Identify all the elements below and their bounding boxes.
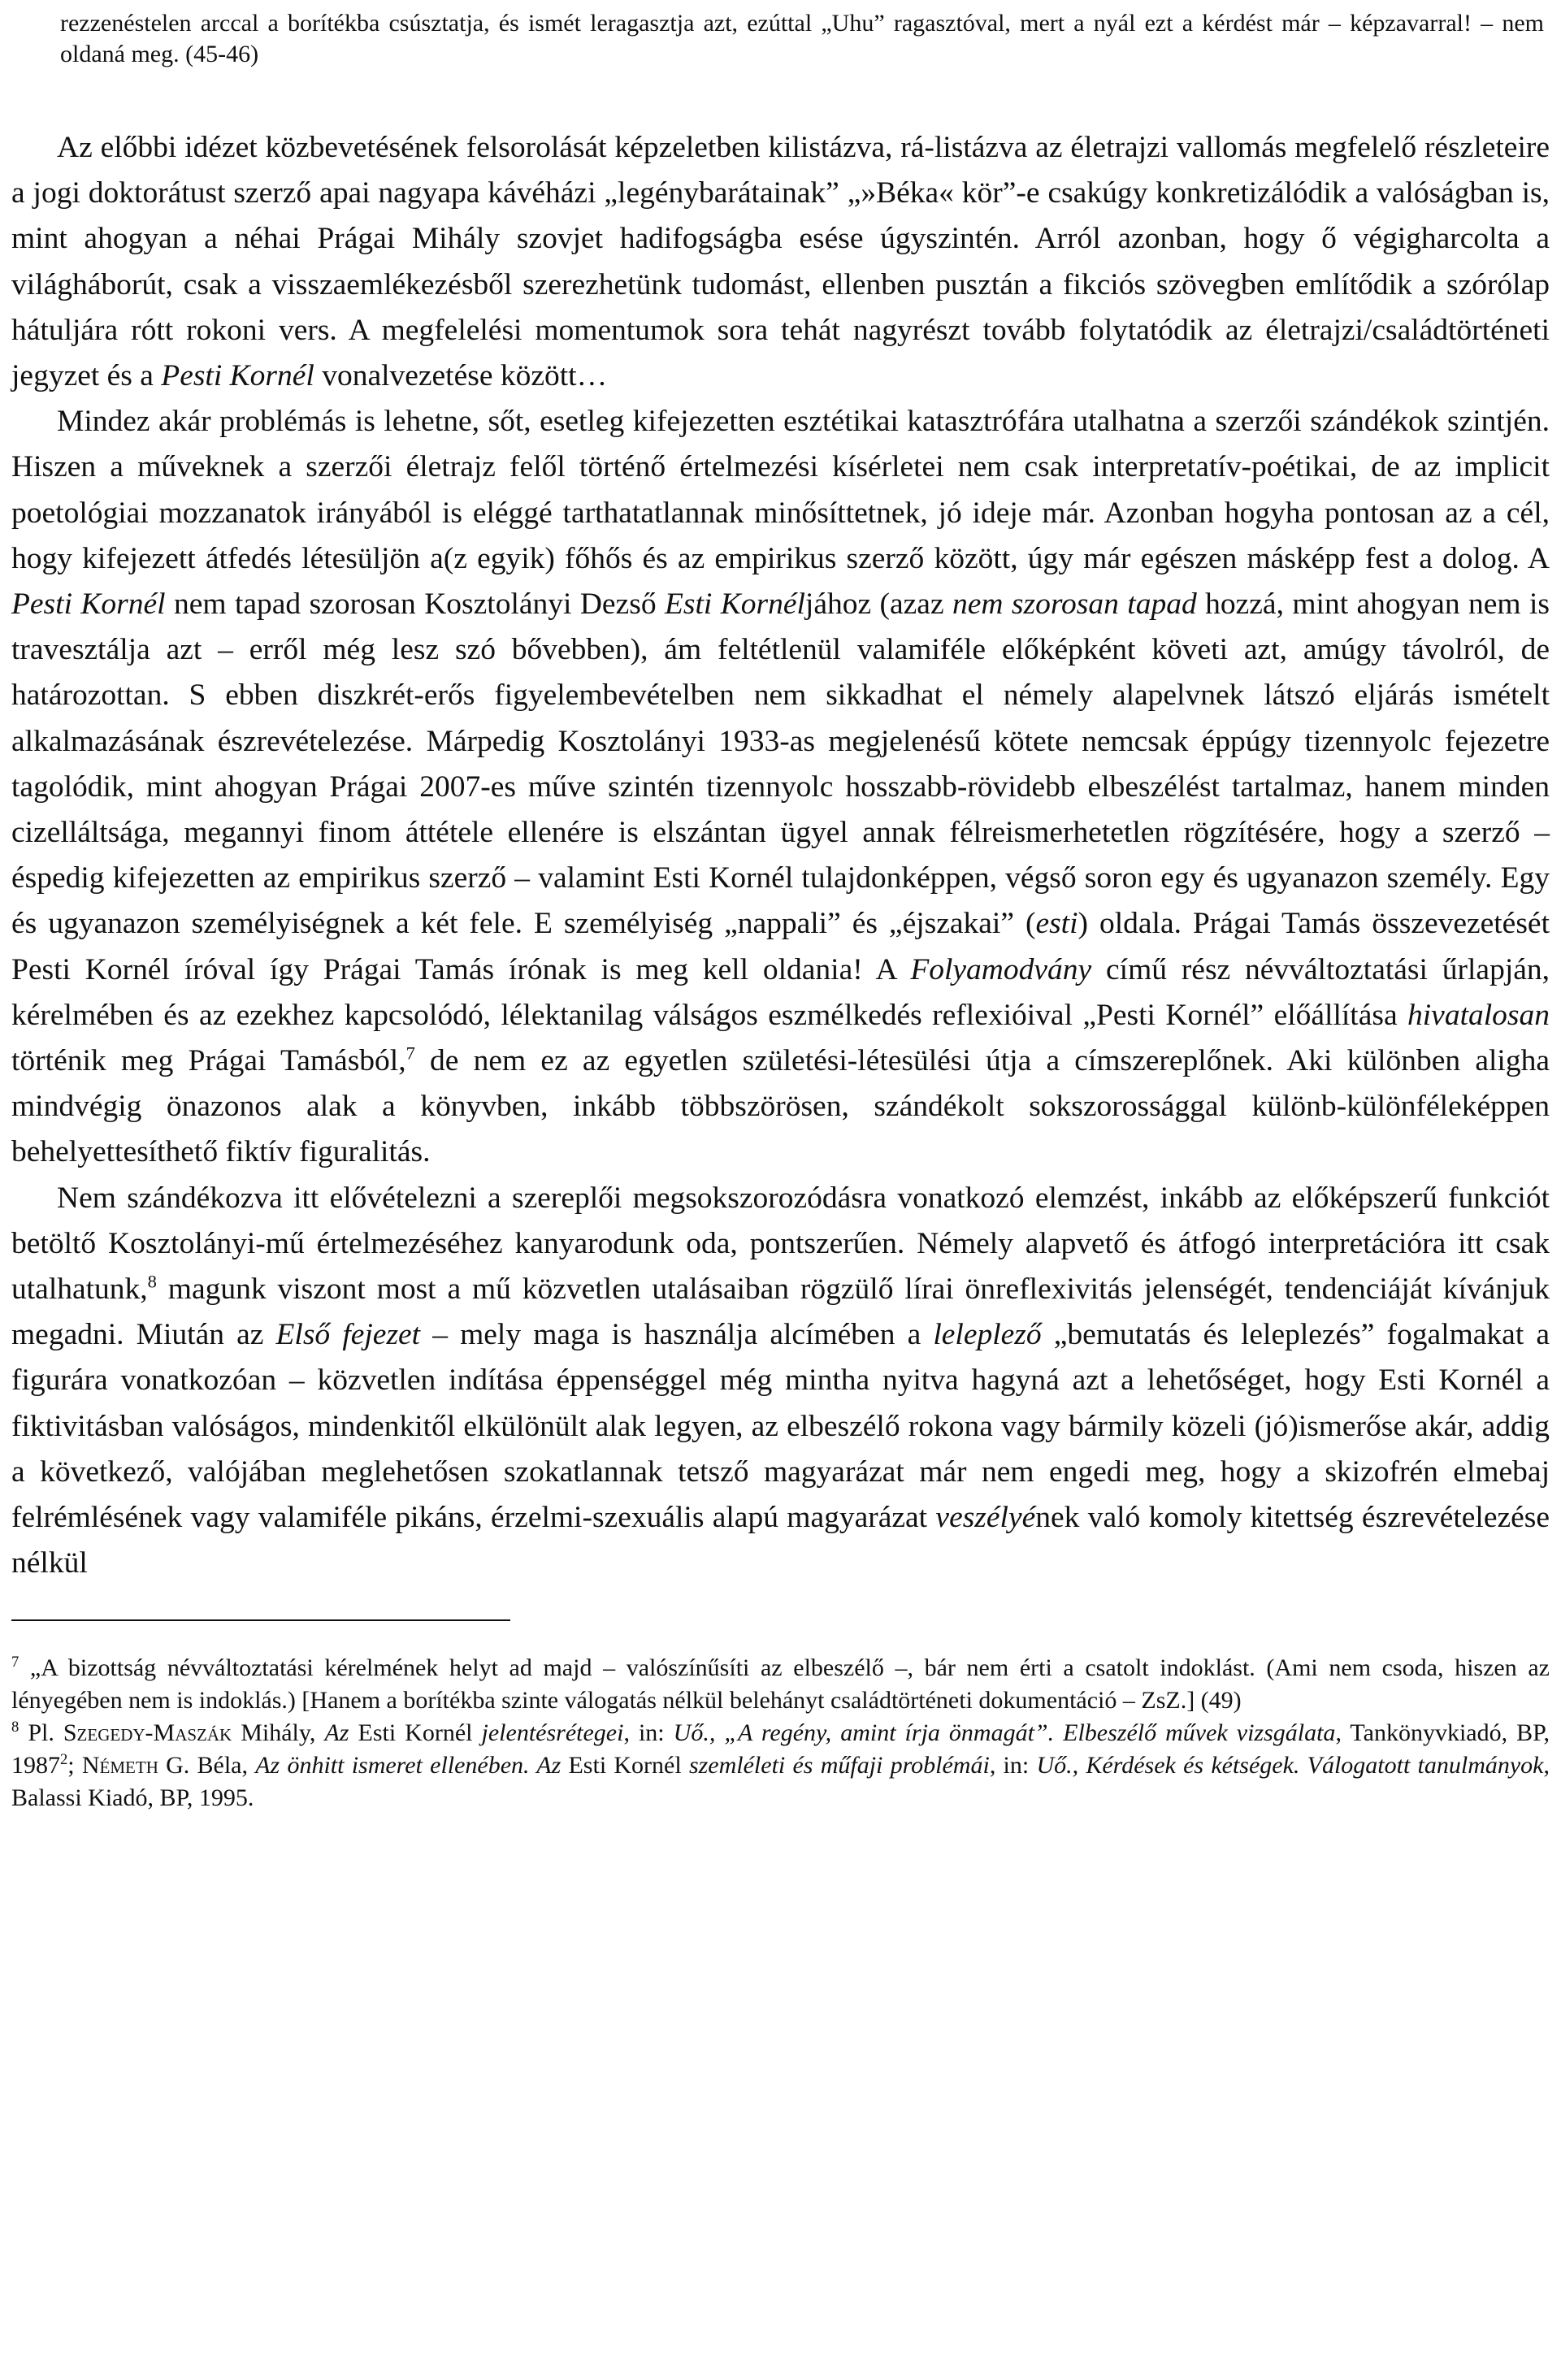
- footnote-text: „A bizottság névváltoztatási kérelmének helyt ad majd – valószínűsíti az elbeszélő –, bár nem érti a csatolt indoklást. (Ami nem csoda, hiszen az lényegében nem is indoklás.) [Hanem a borítékba szinte válogatás nélkül belehányt családtörténeti dokumentáció – ZsZ.] (49): [11, 1654, 1550, 1714]
- text-run: történik meg Prágai Tamásból,: [11, 1044, 406, 1078]
- text-run: című rész névváltoztatási űrlapján, kérelmében és az ezekhez kapcsolódó, lélektanilag válságos eszmélkedés reflexióival „Pesti Kornél” előállítása: [11, 952, 1550, 1032]
- footnote-text: Esti Kornél: [561, 1751, 689, 1779]
- text-run: Az előbbi idézet közbevetésének felsorolását képzeletben kilistázva, rá-listázva az életrajzi vallomás megfelelő részleteire a jogi doktorátust szerző apai nagyapa kávéházi „legénybarátainak” „»Béka« kör”-e csakúgy konkretizálódik a valóságban is, mint ahogyan a néhai Prágai Mihály szovjet hadifogságba esése úgyszintén. Arról azonban, hogy ő végigharcolta a világháborút, csak a visszaemlékezésből szerezhetünk tudomást, ellenben pusztán a fikciós szövegben említődik a szórólap hátuljára rótt rokoni vers. A megfelelési momentumok sora tehát nagyrészt tovább folytatódik az életrajzi/családtörténeti jegyzet és a: [11, 131, 1550, 393]
- footnote-text: G. Béla,: [158, 1751, 256, 1779]
- italic-title: Első fejezet: [275, 1318, 421, 1352]
- italic-phrase: leleplező: [933, 1318, 1042, 1352]
- italic-title: jelentésrétegei: [481, 1719, 624, 1746]
- quote-text: rezzenéstelen arccal a borítékba csúsztatja, és ismét leragasztja azt, ezúttal „Uhu” ragasztóval, mert a nyál ezt a kérdést már – képzavarral! – nem oldaná meg. (45-46): [60, 10, 1544, 67]
- text-run: Nem szándékozva itt elővételezni a szereplői megsokszorozódásra vonatkozó elemzést, inkább az előképszerű funkciót betöltő Kosztolányi-mű értelmezéséhez kanyarodunk oda, pontszerűen. Némely alapvető és átfogó interpretációra itt csak utalhatunk,: [11, 1181, 1550, 1307]
- text-run: jához (azaz: [804, 587, 953, 622]
- footnote-text: Esti Kornél: [349, 1719, 482, 1746]
- footnote-ref-7[interactable]: 7: [405, 1043, 415, 1064]
- edition-number: 2: [60, 1750, 68, 1768]
- footnote-separator: [11, 1619, 510, 1621]
- paragraph-3: [11, 1176, 1550, 1587]
- text-run: de nem ez az egyetlen születési-létesülési útja a címszereplőnek. Aki különben aligha mindvégig önazonos alak a könyvben, inkább többszörösen, szándékolt sokszorossággal különb-különféleképpen behelyettesíthető fiktív figuralitás.: [11, 1044, 1550, 1169]
- italic-title: Uő., „A regény, amint írja önmagát”. Elbeszélő művek vizsgálata: [673, 1719, 1336, 1746]
- italic-title: Esti Kornél: [664, 587, 805, 622]
- footnote-text: , Balassi Kiadó, BP, 1995.: [11, 1751, 1550, 1811]
- italic-phrase: esti: [1035, 907, 1078, 941]
- text-run: hozzá, mint ahogyan nem is travesztálja azt – erről még lesz szó bővebben), ám feltétlenül valamiféle előképként követi azt, amúgy távolról, de határozottan. S ebben diszkrét-erős figyelembevételben nem sikkadhat el némely alapelvnek látszó eljárás ismételt alkalmazásának észrevételezése. Márpedig Kosztolányi 1933-as megjelenésű kötete nemcsak éppúgy tizennyolc fejezetre tagolódik, mint ahogyan Prágai 2007-es műve szintén tizennyolc hosszabb-rövidebb elbeszélést tartalmaz, hanem minden cizelláltsága, megannyi finom áttétele ellenére is elszántan ügyel annak félreismerhetetlen rögzítésére, hogy a szerző – éspedig kifejezetten az empirikus szerző – valamint Esti Kornél tulajdonképpen, végső soron egy és ugyanazon személy. Egy és ugyanazon személyiségnek a két fele. E személyiség „nappali” és „éjszakai” (: [11, 587, 1550, 941]
- author-name: Németh: [81, 1751, 158, 1779]
- italic-title: Uő., Kérdések és kétségek. Válogatott tanulmányok: [1036, 1751, 1544, 1779]
- paragraph-1: [11, 125, 1550, 399]
- footnote-text: , in:: [989, 1751, 1037, 1779]
- footnote-ref-8[interactable]: 8: [147, 1271, 157, 1292]
- footnote-number: 8: [11, 1718, 20, 1736]
- block-quote: [60, 8, 1544, 70]
- italic-title: Pesti Kornél: [161, 359, 314, 393]
- text-run: Mindez akár problémás is lehetne, sőt, esetleg kifejezetten esztétikai katasztrófára utalhatna a szerzői szándékok szintjén. Hiszen a műveknek a szerzői életrajz felől történő értelmezési kísérletei nem csak interpretatív-poétikai, de az implicit poetológiai mozzanatok irányából is eléggé tarthatatlannak minősíttetnek, jó ideje már. Azonban hogyha pontosan az a cél, hogy kifejezett átfedés létesüljön a(z egyik) főhős és az empirikus szerző között, úgy már egészen másképp fest a dolog. A: [11, 405, 1550, 575]
- footnotes: [11, 1652, 1550, 1814]
- italic-title: Az önhitt ismeret ellenében. Az: [255, 1751, 562, 1779]
- italic-phrase: veszélyé: [935, 1501, 1036, 1535]
- text-run: ) oldala. Prágai Tamás összevezetését Pesti Kornél íróval így Prágai Tamás írónak is meg kell oldania! A: [11, 907, 1550, 986]
- text-run: magunk viszont most a mű közvetlen utalásaiban rögzülő lírai önreflexivitás jelenségét, tendenciáját kívánjuk megadni. Miután az: [11, 1272, 1550, 1352]
- author-name: Szegedy-Maszák: [63, 1719, 232, 1746]
- footnote-text: ;: [67, 1751, 82, 1779]
- footnote-8: [11, 1717, 1550, 1814]
- footnote-number: 7: [11, 1653, 20, 1671]
- italic-title: Az: [324, 1719, 349, 1746]
- italic-phrase: hivatalosan: [1407, 998, 1550, 1032]
- italic-phrase: nem szorosan tapad: [952, 587, 1197, 622]
- footnote-7: [11, 1652, 1550, 1717]
- italic-title: szemléleti és műfaji problémái: [688, 1751, 990, 1779]
- text-run: „bemutatás és leleplezés” fogalmakat a figurára vonatkozóan – közvetlen indítása éppenséggel még mintha nyitva hagyná azt a lehetőséget, hogy Esti Kornél a fiktivitásban valóságos, mindenkitől elkülönült alak legyen, az elbeszélő rokona vagy bármily közeli (jó)ismerőse akár, addig a következő, valójában meglehetősen szokatlannak tetsző magyarázat már nem engedi meg, hogy a skizofrén elmebaj felrémlésének vagy valamiféle pikáns, érzelmi-szexuális alapú magyarázat: [11, 1318, 1550, 1535]
- footnote-text: , in:: [623, 1719, 674, 1746]
- text-run: nek való komoly kitettség észrevételezése nélkül: [11, 1501, 1550, 1580]
- footnote-text: Mihály,: [232, 1719, 325, 1746]
- footnote-text: Pl.: [19, 1719, 63, 1746]
- document-page: [11, 0, 1550, 1814]
- text-run: – mely maga is használja alcímében a: [420, 1318, 934, 1352]
- italic-title: Pesti Kornél: [11, 587, 166, 622]
- text-run: nem tapad szorosan Kosztolányi Dezső: [165, 587, 665, 622]
- paragraph-2: [11, 399, 1550, 1175]
- text-run: vonalvezetése között…: [314, 359, 608, 393]
- italic-title: Folyamodvány: [910, 952, 1092, 986]
- footnote-text: , Tankönyvkiadó, BP, 1987: [11, 1719, 1550, 1779]
